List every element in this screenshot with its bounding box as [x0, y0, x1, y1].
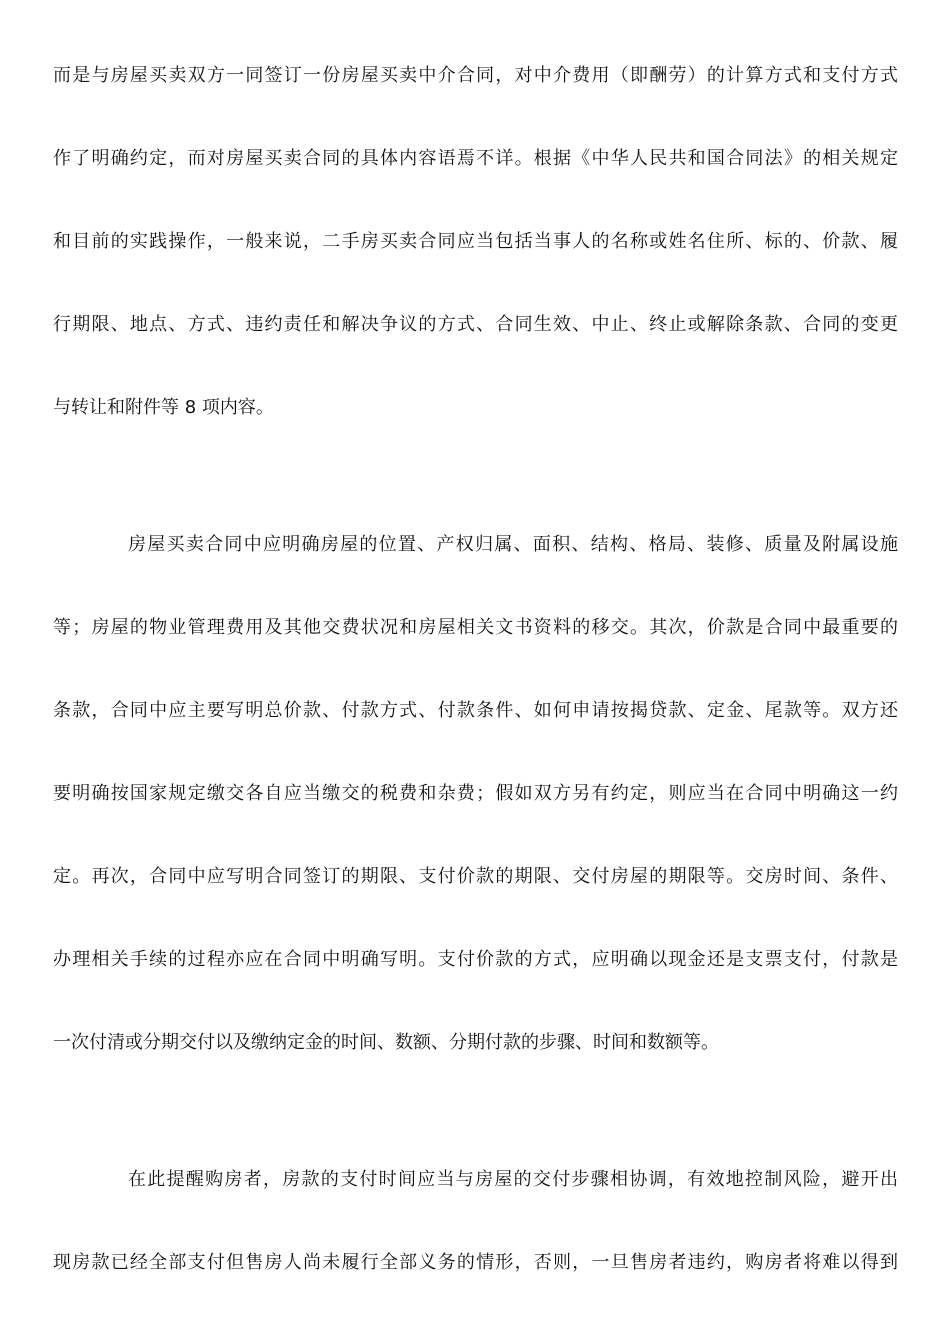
- text-line: 等；房屋的物业管理费用及其他交费状况和房屋相关文书资料的移交。其次，价款是合同中最重要的: [53, 617, 898, 638]
- text-line: 现房款已经全部支付但售房人尚未履行全部义务的情形，否则，一旦售房者违约，购房者将难以得到: [53, 1252, 898, 1273]
- text-line: 要明确按国家规定缴交各自应当缴交的税费和杂费；假如双方另有约定，则应当在合同中明确这一约: [53, 783, 898, 804]
- text-line: 在此提醒购房者，房款的支付时间应当与房屋的交付步骤相协调，有效地控制风险，避开出: [128, 1169, 898, 1190]
- text-line: 与转让和附件等 8 项内容。: [53, 397, 274, 418]
- text-line: 而是与房屋买卖双方一同签订一份房屋买卖中介合同，对中介费用（即酬劳）的计算方式和支付方式: [53, 65, 898, 86]
- text-line: 房屋买卖合同中应明确房屋的位置、产权归属、面积、结构、格局、装修、质量及附属设施: [128, 534, 898, 555]
- text-line: 行期限、地点、方式、违约责任和解决争议的方式、合同生效、中止、终止或解除条款、合同的变更: [53, 314, 898, 335]
- text-line: 办理相关手续的过程亦应在合同中明确写明。支付价款的方式，应明确以现金还是支票支付，付款是: [53, 949, 898, 970]
- text-line: 作了明确约定，而对房屋买卖合同的具体内容语焉不详。根据《中华人民共和国合同法》的相关规定: [53, 148, 898, 169]
- text-line: 条款，合同中应主要写明总价款、付款方式、付款条件、如何申请按揭贷款、定金、尾款等。双方还: [53, 700, 898, 721]
- text-line: 一次付清或分期交付以及缴纳定金的时间、数额、分期付款的步骤、时间和数额等。: [53, 1032, 719, 1053]
- text-line: 和目前的实践操作，一般来说，二手房买卖合同应当包括当事人的名称或姓名住所、标的、价款、履: [53, 231, 898, 252]
- text-line: 定。再次，合同中应写明合同签订的期限、支付价款的期限、交付房屋的期限等。交房时间、条件、: [53, 866, 898, 887]
